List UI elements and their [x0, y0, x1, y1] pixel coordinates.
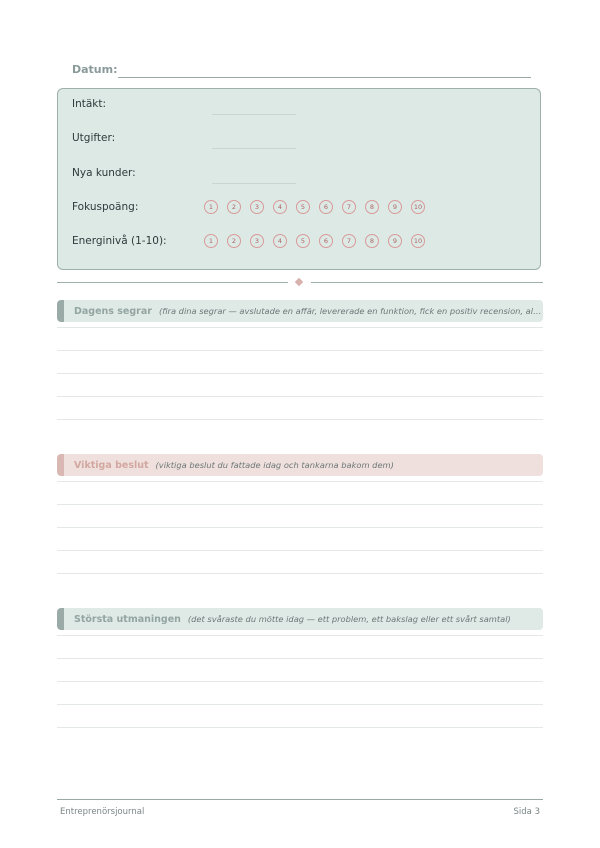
- focus-score-option[interactable]: 6: [319, 200, 333, 214]
- section-header-challenges: [57, 608, 543, 630]
- writing-line[interactable]: [57, 681, 543, 682]
- date-label: Datum:: [72, 63, 118, 76]
- energy-level-option[interactable]: 8: [365, 234, 379, 248]
- writing-line[interactable]: [57, 635, 543, 636]
- focus-score-scale: [204, 200, 434, 214]
- section-description: (viktiga beslut du fattade idag och tankarna bakom dem): [155, 460, 394, 470]
- section-description: (det svåraste du mötte idag — ett problem, ett bakslag eller ett svårt samtal): [187, 614, 511, 624]
- new-customers-label: Nya kunder:: [72, 167, 136, 179]
- energy-level-option[interactable]: 2: [227, 234, 241, 248]
- writing-line[interactable]: [57, 504, 543, 505]
- energy-level-option[interactable]: 3: [250, 234, 264, 248]
- writing-line[interactable]: [57, 481, 543, 482]
- income-label: Intäkt:: [72, 98, 107, 110]
- section-accent-bar: [57, 454, 64, 476]
- new-customers-field[interactable]: [212, 183, 296, 184]
- expenses-field[interactable]: [212, 148, 296, 149]
- writing-line[interactable]: [57, 658, 543, 659]
- section-header-decisions: [57, 454, 543, 476]
- writing-line[interactable]: [57, 527, 543, 528]
- energy-level-option[interactable]: 10: [411, 234, 425, 248]
- energy-level-option[interactable]: 5: [296, 234, 310, 248]
- date-input-line[interactable]: [118, 77, 531, 78]
- focus-score-option[interactable]: 1: [204, 200, 218, 214]
- energy-level-scale: [204, 234, 434, 248]
- focus-score-option[interactable]: 5: [296, 200, 310, 214]
- writing-line[interactable]: [57, 373, 543, 374]
- focus-score-label: Fokuspoäng:: [72, 201, 139, 213]
- energy-level-option[interactable]: 4: [273, 234, 287, 248]
- section-accent-bar: [57, 300, 64, 322]
- footer-divider: [57, 799, 543, 800]
- section-title: Största utmaningen: [74, 613, 181, 625]
- footer-journal-title: Entreprenörsjournal: [60, 807, 145, 817]
- section-accent-bar: [57, 608, 64, 630]
- divider-right: [311, 282, 543, 283]
- focus-score-option[interactable]: 2: [227, 200, 241, 214]
- section-description: (fira dina segrar — avslutade en affär, levererade en funktion, fick en positiv recension, all...: [158, 306, 543, 316]
- page-number: Sida 3: [513, 807, 540, 817]
- focus-score-option[interactable]: 9: [388, 200, 402, 214]
- income-field[interactable]: [212, 114, 296, 115]
- writing-line[interactable]: [57, 727, 543, 728]
- focus-score-option[interactable]: 8: [365, 200, 379, 214]
- energy-level-label: Energinivå (1-10):: [72, 235, 167, 247]
- writing-line[interactable]: [57, 419, 543, 420]
- writing-line[interactable]: [57, 350, 543, 351]
- energy-level-option[interactable]: 1: [204, 234, 218, 248]
- energy-level-option[interactable]: 9: [388, 234, 402, 248]
- energy-level-option[interactable]: 6: [319, 234, 333, 248]
- section-title: Viktiga beslut: [74, 459, 149, 471]
- writing-line[interactable]: [57, 704, 543, 705]
- writing-line[interactable]: [57, 327, 543, 328]
- writing-line[interactable]: [57, 550, 543, 551]
- writing-line[interactable]: [57, 573, 543, 574]
- section-header-wins: [57, 300, 543, 322]
- energy-level-option[interactable]: 7: [342, 234, 356, 248]
- divider-diamond-icon: [295, 278, 303, 286]
- focus-score-option[interactable]: 10: [411, 200, 425, 214]
- writing-line[interactable]: [57, 396, 543, 397]
- focus-score-option[interactable]: 7: [342, 200, 356, 214]
- focus-score-option[interactable]: 3: [250, 200, 264, 214]
- focus-score-option[interactable]: 4: [273, 200, 287, 214]
- section-title: Dagens segrar: [74, 305, 152, 317]
- expenses-label: Utgifter:: [72, 132, 116, 144]
- divider-left: [57, 282, 288, 283]
